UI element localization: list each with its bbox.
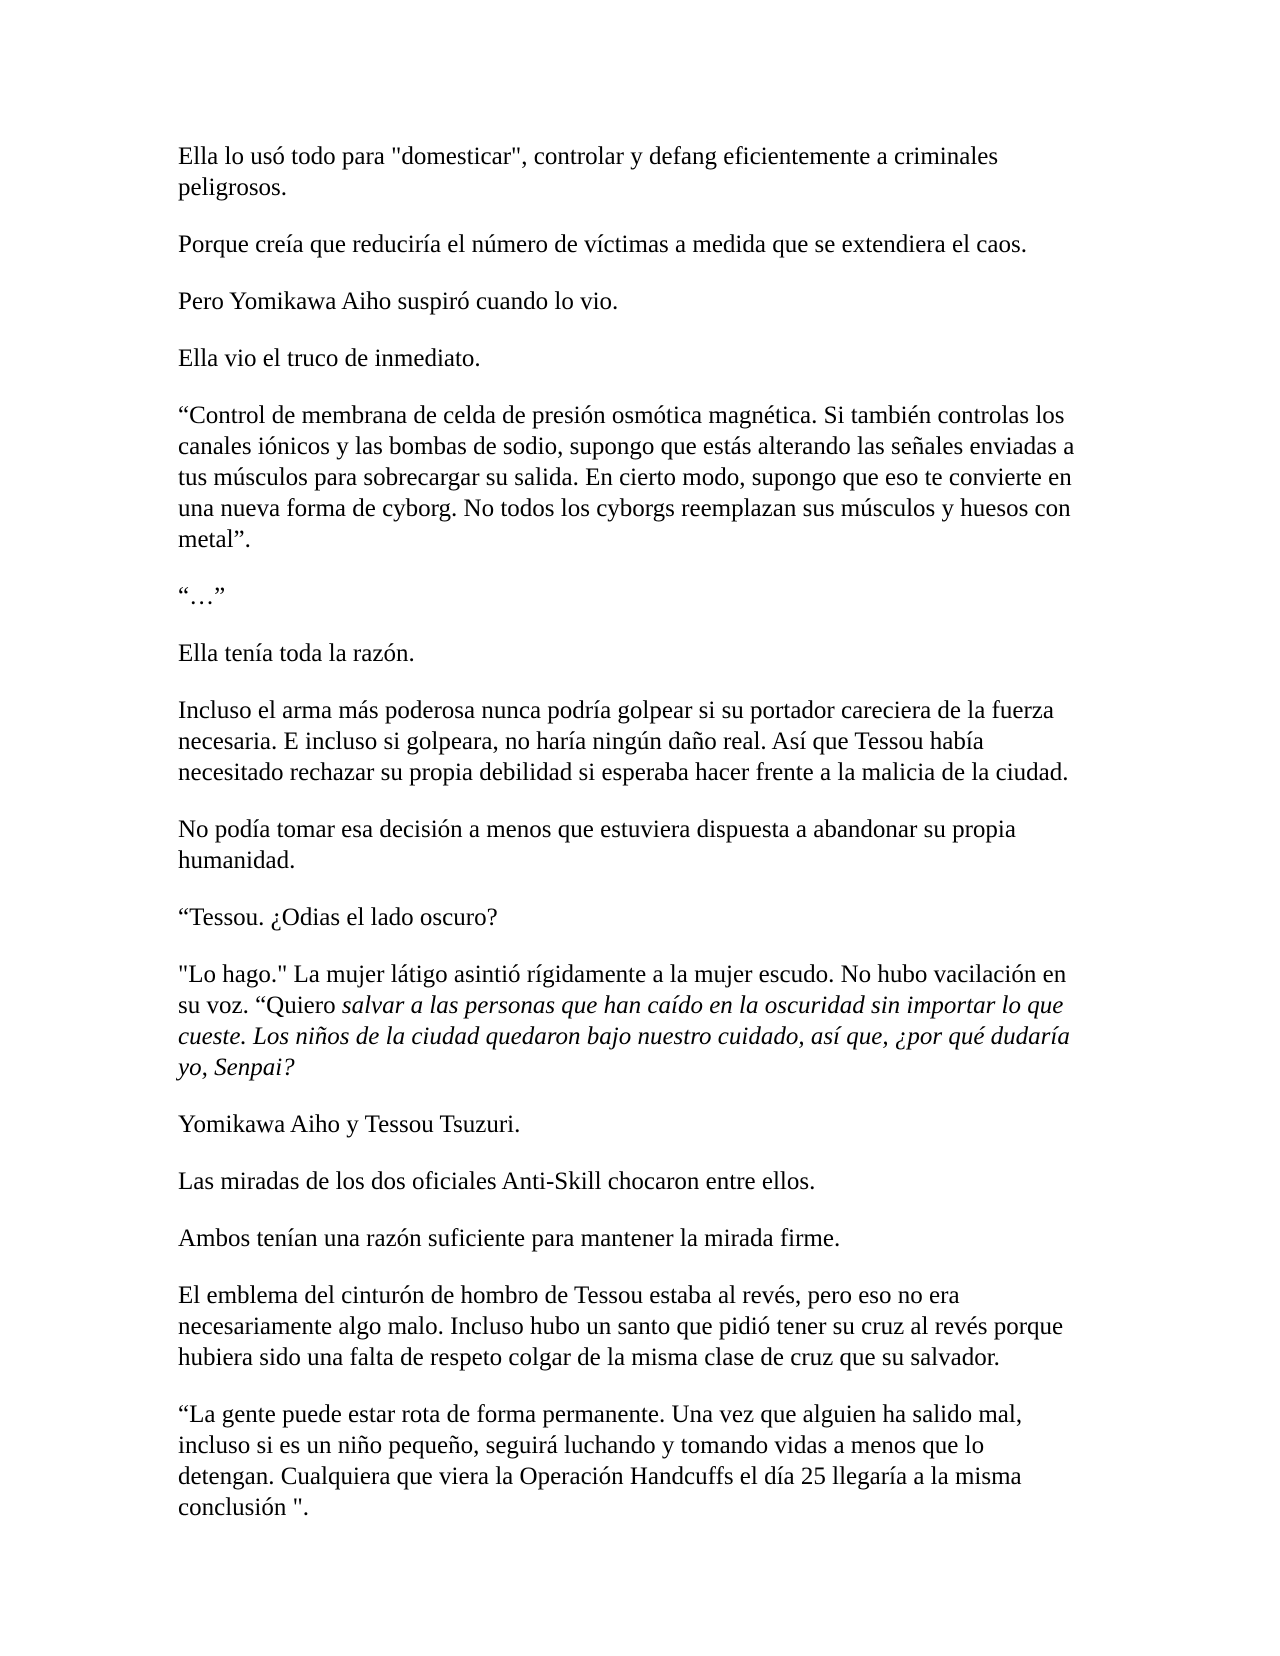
paragraph	[178, 581, 1082, 612]
paragraph-dialogue-mixed	[178, 959, 1082, 1083]
text-run: Ambos tenían una razón suficiente para mantener la mirada firme.	[178, 1225, 841, 1252]
text-run: “Control de membrana de celda de presión osmótica magnética. Si también controlas los canales iónicos y las bombas de sodio, supongo que estás alterando las señales enviadas a tus músculos para sobrecargar su salida. En cierto modo, supongo que eso te convierte en una nueva forma de cyborg. No todos los cyborgs reemplazan sus músculos y huesos con metal”.	[178, 402, 1075, 553]
text-run: No podía tomar esa decisión a menos que estuviera dispuesta a abandonar su propia humanidad.	[178, 816, 1016, 874]
text-run: Pero Yomikawa Aiho suspiró cuando lo vio.	[178, 288, 619, 315]
paragraph	[178, 229, 1082, 260]
paragraph	[178, 1166, 1082, 1197]
text-run: Ella tenía toda la razón.	[178, 640, 415, 667]
text-run: Ella vio el truco de inmediato.	[178, 345, 481, 372]
paragraph	[178, 1280, 1082, 1373]
paragraph	[178, 1223, 1082, 1254]
text-run: “Tessou. ¿Odias el lado oscuro?	[178, 904, 498, 931]
text-run: Ella lo usó todo para "domesticar", controlar y defang eficientemente a criminales peligrosos.	[178, 143, 999, 201]
text-run: El emblema del cinturón de hombro de Tessou estaba al revés, pero eso no era necesariamente algo malo. Incluso hubo un santo que pidió tener su cruz al revés porque hubiera sido una falta de respeto colgar de la misma clase de cruz que su salvador.	[178, 1282, 1064, 1371]
paragraph	[178, 902, 1082, 933]
paragraph	[178, 286, 1082, 317]
paragraph	[178, 695, 1082, 788]
paragraph	[178, 814, 1082, 876]
paragraph	[178, 638, 1082, 669]
text-run: Incluso el arma más poderosa nunca podría golpear si su portador careciera de la fuerza necesaria. E incluso si golpeara, no haría ningún daño real. Así que Tessou había necesitado rechazar su propia debilidad si esperaba hacer frente a la malicia de la ciudad.	[178, 697, 1069, 786]
paragraph	[178, 343, 1082, 374]
document-text-body	[178, 141, 1082, 1523]
text-run: Las miradas de los dos oficiales Anti-Skill chocaron entre ellos.	[178, 1168, 816, 1195]
text-run: “La gente puede estar rota de forma permanente. Una vez que alguien ha salido mal, incluso si es un niño pequeño, seguirá luchando y tomando vidas a menos que lo detengan. Cualquiera que viera la Operación Handcuffs el día 25 llegaría a la misma conclusión ".	[178, 1401, 1023, 1521]
text-run: Porque creía que reduciría el número de víctimas a medida que se extendiera el caos.	[178, 231, 1027, 258]
paragraph	[178, 400, 1082, 555]
paragraph	[178, 141, 1082, 203]
text-run: "Lo hago." La mujer látigo asintió rígidamente a la mujer escudo. No hubo vacilación en su voz. “Quiero	[178, 961, 1067, 1019]
text-run: “…”	[178, 583, 226, 610]
paragraph	[178, 1109, 1082, 1140]
text-run: Yomikawa Aiho y Tessou Tsuzuri.	[178, 1111, 521, 1138]
paragraph	[178, 1399, 1082, 1523]
italic-text-run: salvar a las personas que han caído en la oscuridad sin importar lo que cueste. Los niños de la ciudad quedaron bajo nuestro cuidado, así que, ¿por qué dudaría yo, Senpai?	[178, 992, 1070, 1081]
